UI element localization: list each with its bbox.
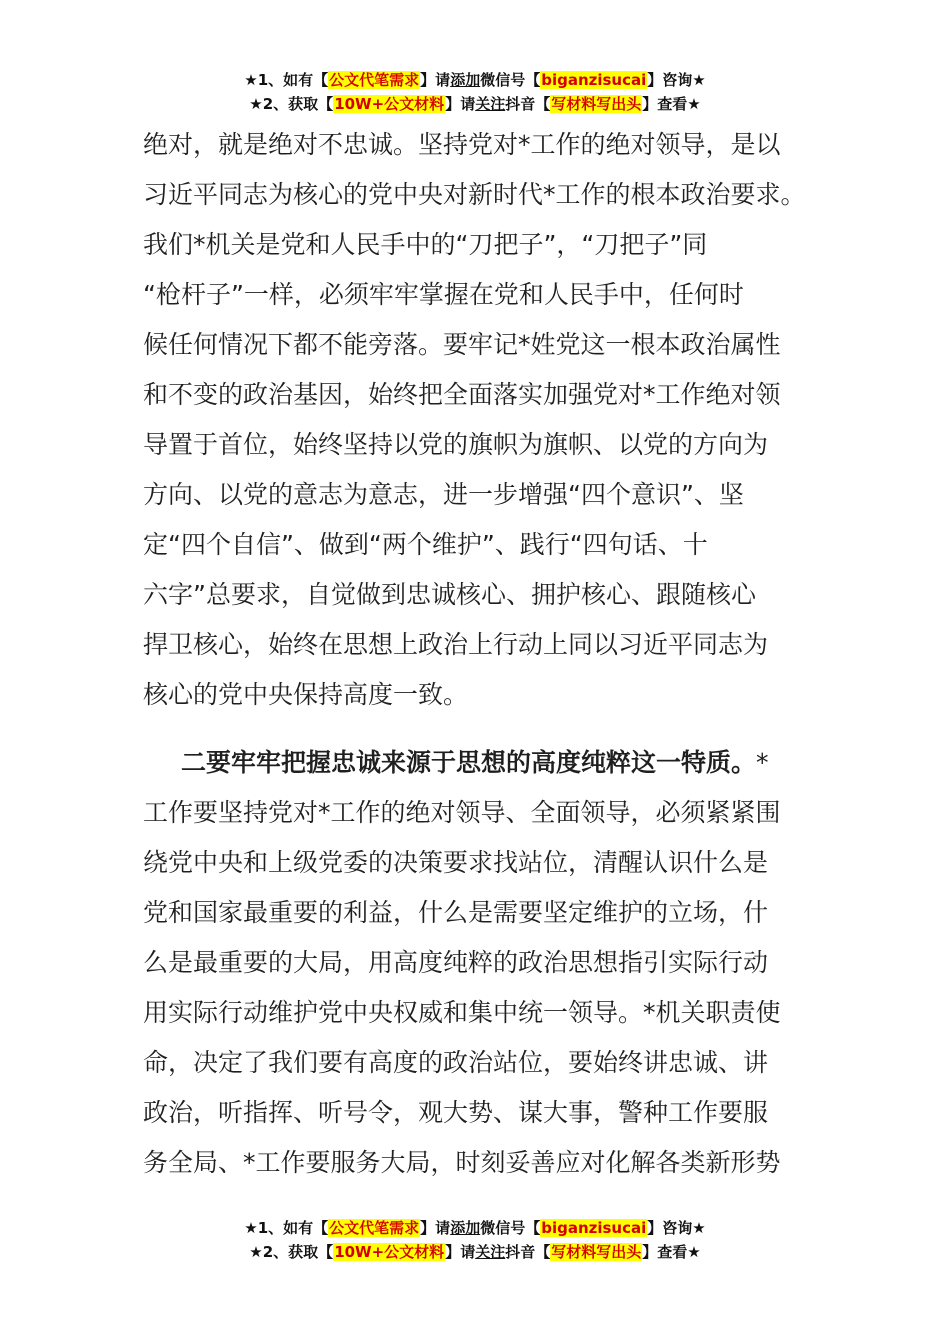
banner-text: ★1、如有【 xyxy=(244,1219,329,1237)
para1-line: 我们*机关是党和人民手中的“刀把子”，“刀把子”同 xyxy=(143,230,708,259)
top-banner xyxy=(0,68,950,116)
paragraph-gap xyxy=(143,720,823,738)
banner-underline: 添加 xyxy=(450,1219,481,1237)
para2-line: 命，决定了我们要有高度的政治站位，要始终讲忠诚、讲 xyxy=(143,1048,769,1077)
para2-line: 政治，听指挥、听号令，观大势、谋大事，警种工作要服 xyxy=(143,1098,769,1127)
banner-line-1 xyxy=(0,68,950,92)
para1-line: 六字”总要求，自觉做到忠诚核心、拥护核心、跟随核心 xyxy=(143,580,756,609)
banner-highlight: 公文代笔需求 xyxy=(329,1219,420,1237)
banner-text: 】请 xyxy=(445,95,476,113)
document-body xyxy=(143,120,823,1188)
banner-underline: 关注 xyxy=(475,95,506,113)
banner-text: ★1、如有【 xyxy=(244,71,329,89)
banner-underline: 关注 xyxy=(475,1243,506,1261)
para2-line: 绕党中央和上级党委的决策要求找站位，清醒认识什么是 xyxy=(143,848,769,877)
banner-text: 】咨询★ xyxy=(647,71,706,89)
para1-line: 捍卫核心，始终在思想上政治上行动上同以习近平同志为 xyxy=(143,630,769,659)
para2-first-line xyxy=(143,738,823,788)
para1-line: “枪杆子”一样，必须牢牢掌握在党和人民手中，任何时 xyxy=(143,280,744,309)
para2-lead-heading: 二要牢牢把握忠诚来源于思想的高度纯粹这一特质。 xyxy=(181,748,757,777)
para1-line: 导置于首位，始终坚持以党的旗帜为旗帜、以党的方向为 xyxy=(143,430,769,459)
banner-text: 微信号【 xyxy=(480,1219,541,1237)
para1-line: 定“四个自信”、做到“两个维护”、践行“四句话、十 xyxy=(143,530,708,559)
para1-line: 候任何情况下都不能旁落。要牢记*姓党这一根本政治属性 xyxy=(143,330,781,359)
banner-underline: 添加 xyxy=(450,71,481,89)
para2-lead-tail: * xyxy=(756,748,769,777)
banner-text: ★2、获取【 xyxy=(249,1243,334,1261)
douyin-id-highlight: 写材料写出头 xyxy=(551,95,642,113)
banner-line-1 xyxy=(0,1216,950,1240)
para1-line: 核心的党中央保持高度一致。 xyxy=(143,680,469,709)
wechat-id-highlight: biganzisucai xyxy=(541,1219,647,1237)
banner-text: 】查看★ xyxy=(642,1243,701,1261)
banner-text: ★2、获取【 xyxy=(249,95,334,113)
wechat-id-highlight: biganzisucai xyxy=(541,71,647,89)
banner-text: 】请 xyxy=(420,71,451,89)
para2-line: 么是最重要的大局，用高度纯粹的政治思想指引实际行动 xyxy=(143,948,769,977)
para1-line: 和不变的政治基因，始终把全面落实加强党对*工作绝对领 xyxy=(143,380,781,409)
para1-line: 方向、以党的意志为意志，进一步增强“四个意识”、坚 xyxy=(143,480,744,509)
banner-line-2 xyxy=(0,1240,950,1264)
banner-text: 】请 xyxy=(445,1243,476,1261)
banner-text: 】查看★ xyxy=(642,95,701,113)
banner-highlight: 公文代笔需求 xyxy=(329,71,420,89)
banner-text: 】咨询★ xyxy=(647,1219,706,1237)
banner-text: 】请 xyxy=(420,1219,451,1237)
para2-line: 党和国家最重要的利益，什么是需要坚定维护的立场，什 xyxy=(143,898,769,927)
para1-line: 绝对，就是绝对不忠诚。坚持党对*工作的绝对领导，是以 xyxy=(143,130,781,159)
douyin-id-highlight: 写材料写出头 xyxy=(551,1243,642,1261)
para2-line: 工作要坚持党对*工作的绝对领导、全面领导，必须紧紧围 xyxy=(143,798,781,827)
para1-line: 习近平同志为核心的党中央对新时代*工作的根本政治要求。 xyxy=(143,180,806,209)
banner-highlight: 10W+公文材料 xyxy=(334,1243,445,1261)
banner-text: 微信号【 xyxy=(480,71,541,89)
banner-text: 抖音【 xyxy=(505,95,551,113)
para2-line: 用实际行动维护党中央权威和集中统一领导。*机关职责使 xyxy=(143,998,781,1027)
para2-line: 务全局、*工作要服务大局，时刻妥善应对化解各类新形势 xyxy=(143,1148,781,1177)
bottom-banner xyxy=(0,1216,950,1264)
banner-line-2 xyxy=(0,92,950,116)
banner-text: 抖音【 xyxy=(505,1243,551,1261)
banner-highlight: 10W+公文材料 xyxy=(334,95,445,113)
